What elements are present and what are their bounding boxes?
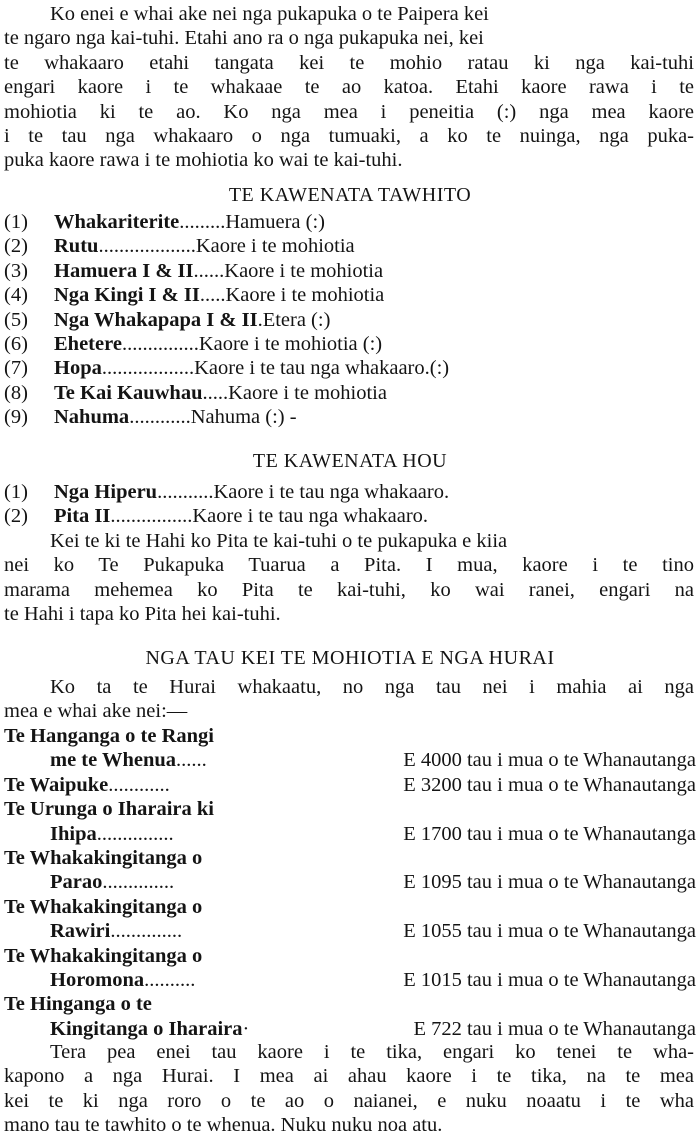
book-number: (2) — [4, 505, 28, 528]
book-row — [4, 308, 694, 332]
leader-dots: ...... — [193, 259, 225, 282]
leader-dots: . — [257, 308, 263, 331]
book-number: (4) — [4, 284, 28, 307]
leader-dots: .............. — [102, 871, 175, 894]
book-number: (8) — [4, 381, 28, 404]
book-row — [4, 234, 694, 258]
book-name: Nga Kingi I & II — [54, 284, 200, 307]
leader-dots: .............. — [110, 920, 183, 943]
event-date: E 722 tau i mua o te Whanautanga — [413, 1017, 696, 1040]
leader-dots: ............... — [121, 333, 199, 356]
book-number: (3) — [4, 259, 28, 282]
book-name: Hamuera I & II — [54, 259, 194, 282]
leader-dots: ................ — [110, 505, 193, 528]
event-row — [0, 748, 698, 772]
leader-dots: ...... — [176, 749, 207, 772]
leader-dots: ............ — [108, 773, 170, 796]
book-row — [4, 283, 694, 307]
book-row — [4, 504, 694, 528]
event-title: Ihipa — [50, 822, 97, 845]
event-title: Parao — [50, 871, 103, 894]
dates-intro-line: Ko ta te Hurai whakaatu, no nga tau nei i mahia ai nga — [50, 676, 694, 698]
event-row — [0, 968, 698, 992]
closing-paragraph — [0, 1040, 694, 1138]
book-name: Nahuma — [54, 406, 130, 429]
event-title: Te Waipuke — [4, 773, 109, 796]
event-date: E 1055 tau i mua o te Whanautanga — [403, 920, 696, 943]
event-title: Te Urunga o Iharaira ki — [4, 798, 214, 821]
book-name: Pita II — [54, 505, 111, 528]
book-row — [4, 381, 694, 405]
old-testament-heading: TE KAWENATA TAWHITO — [228, 184, 472, 206]
dates-intro-line: mea e whai ake nei:— — [4, 700, 188, 723]
author-status: Kaore i te mohiotia — [228, 381, 387, 404]
book-name: Nga Hiperu — [54, 481, 158, 503]
note-line: te Hahi i tapa ko Pita hei kai-tuhi. — [4, 603, 281, 626]
book-name: Hopa — [54, 357, 102, 380]
note-line: Kei te ki te Hahi ko Pita te kai-tuhi o te pukapuka e kiia — [50, 530, 508, 552]
book-name: Whakariterite — [54, 211, 180, 233]
event-title: Te Whakakingitanga o — [4, 895, 203, 918]
leader-dots: ............... — [96, 822, 174, 845]
leader-dots: ......... — [179, 211, 226, 233]
event-title: Te Whakakingitanga o — [4, 847, 203, 870]
leader-dots: ..... — [199, 284, 226, 307]
event-title: Rawiri — [50, 920, 111, 943]
event-row — [0, 1017, 698, 1041]
book-row — [4, 210, 694, 234]
intro-line: te whakaaro etahi tangata kei te mohio ratau ki nga kai-tuhi — [4, 51, 694, 74]
book-name: Nga Whakapapa I & II — [54, 308, 258, 331]
closing-line: kapono a nga Hurai. I mea ai ahau kaore i te tika, na te mea — [4, 1065, 694, 1088]
leader-dots: · — [242, 1017, 250, 1040]
book-row — [4, 332, 694, 356]
author-status: Kaore i te mohiotia — [225, 284, 385, 307]
intro-line: engari kaore i te whakaae te ao katoa. Etahi kaore rawa i te — [4, 76, 694, 99]
intro-line: i te tau nga whakaaro o nga tumuaki, a ko te nuinga, nga puka- — [4, 125, 694, 148]
author-status: Kaore i te tau nga whakaaro. — [192, 505, 429, 528]
event-date: E 1015 tau i mua o te Whanautanga — [403, 969, 696, 992]
author-status: Kaore i te mohiotia — [224, 259, 384, 282]
author-status: Kaore i te mohiotia (:) — [198, 333, 383, 356]
book-name: Te Kai Kauwhau — [54, 381, 203, 404]
leader-dots: ................... — [98, 235, 196, 258]
leader-dots: ............ — [129, 406, 191, 429]
note-line: nei ko Te Pukapuka Tuarua a Pita. I mua, kaore i te tino — [4, 554, 694, 577]
book-number: (1) — [4, 481, 28, 503]
dates-heading: NGA TAU KEI TE MOHIOTIA E NGA HURAI — [145, 647, 555, 669]
book-row — [4, 480, 694, 504]
intro-line: mohiotia ki te ao. Ko nga mea i peneitia (:) nga mea kaore — [4, 100, 694, 123]
author-status: Nahuma (:) - — [190, 406, 297, 429]
peter-note-paragraph — [0, 529, 694, 627]
new-testament-heading: TE KAWENATA HOU — [252, 450, 448, 472]
book-number: (1) — [4, 211, 28, 233]
intro-line: te ngaro nga kai-tuhi. Etahi ano ra o nga pukapuka nei, kei — [4, 27, 484, 50]
event-row — [0, 870, 698, 894]
book-number: (7) — [4, 357, 28, 380]
event-date: E 1700 tau i mua o te Whanautanga — [403, 822, 696, 845]
event-row — [0, 919, 698, 943]
author-status: Kaore i te tau nga whakaaro. — [213, 481, 450, 503]
book-row — [4, 259, 694, 283]
intro-line: puka kaore rawa i te mohiotia ko wai te kai-tuhi. — [4, 149, 403, 172]
book-number: (5) — [4, 308, 28, 331]
new-testament-list — [4, 480, 694, 529]
intro-paragraph — [0, 2, 694, 173]
leader-dots: .................. — [101, 357, 195, 380]
dates-list — [0, 724, 698, 1041]
event-date: E 3200 tau i mua o te Whanautanga — [403, 773, 696, 796]
intro-line: Ko enei e whai ake nei nga pukapuka o te Paipera kei — [50, 3, 489, 25]
leader-dots: .......... — [144, 969, 196, 992]
event-title: me te Whenua — [50, 749, 177, 772]
book-name: Ehetere — [54, 333, 122, 356]
author-status: Kaore i te mohiotia — [195, 235, 355, 258]
closing-line: kei te ki nga roro o te ao o naianei, e nuku noaatu i te wha — [4, 1089, 694, 1112]
author-status: Kaore i te tau nga whakaaro.(:) — [194, 357, 450, 380]
event-date: E 4000 tau i mua o te Whanautanga — [403, 749, 696, 772]
book-number: (9) — [4, 406, 28, 429]
book-number: (6) — [4, 333, 28, 356]
book-row — [4, 405, 694, 429]
leader-dots: ........... — [157, 481, 214, 503]
leader-dots: ..... — [202, 381, 229, 404]
event-title: Horomona — [50, 969, 145, 992]
event-title: Te Whakakingitanga o — [4, 944, 203, 967]
old-testament-list — [4, 210, 694, 430]
author-status: Etera (:) — [262, 308, 331, 331]
event-date: E 1095 tau i mua o te Whanautanga — [403, 871, 696, 894]
closing-line: mano tau te tawhito o te whenua. Nuku nuku noa atu. — [4, 1114, 443, 1137]
dates-intro-paragraph — [0, 675, 694, 724]
event-title: Kingitanga o Iharaira — [50, 1017, 243, 1040]
event-title: Te Hanganga o te Rangi — [4, 725, 214, 747]
book-name: Rutu — [54, 235, 99, 258]
closing-line: Tera pea enei tau kaore i te tika, engari ko tenei te wha- — [50, 1041, 694, 1063]
note-line: marama mehemea ko Pita te kai-tuhi, ko wai ranei, engari na — [4, 578, 694, 601]
author-status: Hamuera (:) — [225, 211, 325, 233]
book-row — [4, 356, 694, 380]
event-row — [0, 773, 698, 797]
book-number: (2) — [4, 235, 28, 258]
event-title: Te Hinganga o te — [4, 993, 152, 1016]
event-row — [0, 822, 698, 846]
